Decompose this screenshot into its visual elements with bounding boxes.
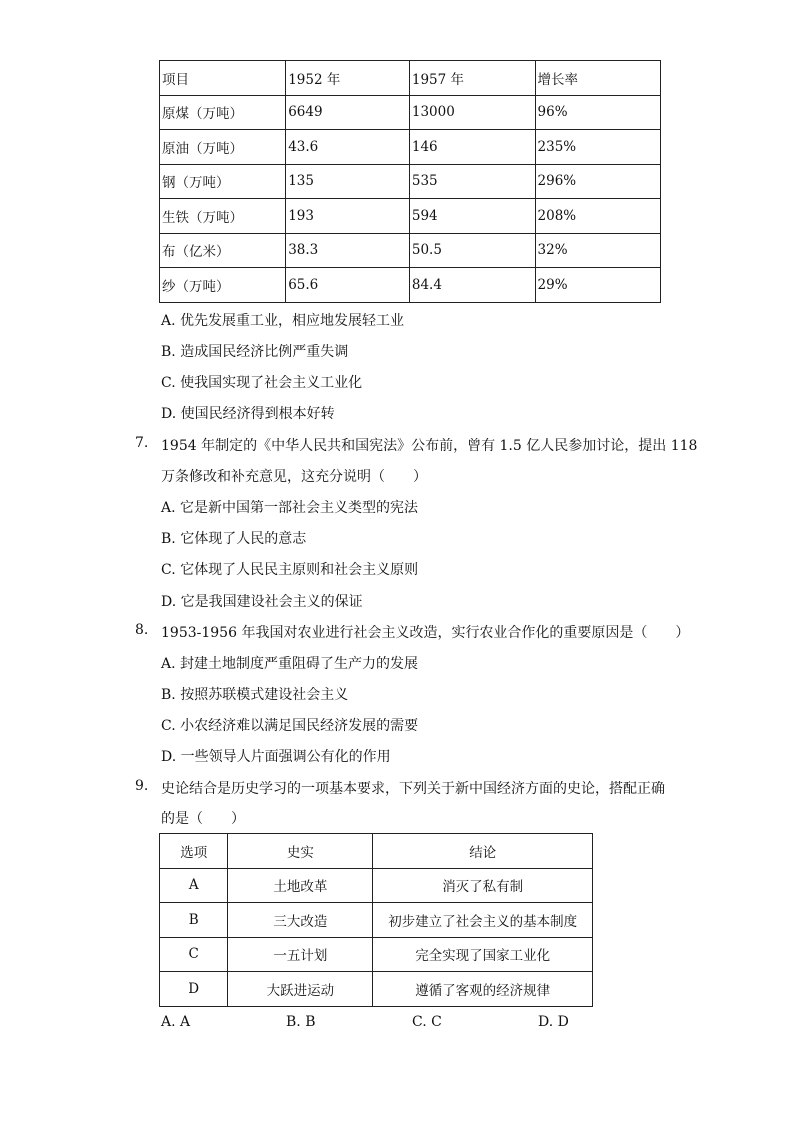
q7-option-d[interactable]: D. 它是我国建设社会主义的保证 [161, 594, 363, 610]
table-cell: A [160, 868, 228, 903]
q9-answer-b[interactable]: B. B [286, 1014, 316, 1030]
table-row [160, 937, 593, 972]
table-row [160, 130, 661, 165]
table-cell: 初步建立了社会主义的基本制度 [373, 903, 593, 938]
table-header-cell: 选项 [160, 834, 228, 869]
table-cell: 96% [535, 95, 660, 130]
q8-option-a[interactable]: A. 封建土地制度严重阻碍了生产力的发展 [161, 656, 419, 672]
table-cell: 43.6 [286, 130, 410, 165]
table-cell: 土地改革 [228, 868, 373, 903]
q9-number: 9. [135, 778, 149, 794]
q9-stem-line2: 的是（ ） [161, 811, 245, 827]
table-cell: 146 [409, 130, 535, 165]
table-cell: 遵循了客观的经济规律 [373, 972, 593, 1007]
table-cell: 原煤（万吨） [160, 95, 286, 130]
table-header-row [160, 61, 661, 96]
table-cell: 一五计划 [228, 937, 373, 972]
table-row [160, 868, 593, 903]
table-cell: 235% [535, 130, 660, 165]
table-header-cell: 1957 年 [409, 61, 535, 96]
q6-option-b[interactable]: B. 造成国民经济比例严重失调 [161, 344, 349, 360]
table-cell: 三大改造 [228, 903, 373, 938]
table-cell: 208% [535, 199, 660, 234]
table-cell: 钢（万吨） [160, 164, 286, 199]
table-cell: 296% [535, 164, 660, 199]
q9-answer-a[interactable]: A. A [161, 1014, 191, 1030]
table-cell: 完全实现了国家工业化 [373, 937, 593, 972]
table-cell: B [160, 903, 228, 938]
table-row [160, 164, 661, 199]
table-cell: 大跃进运动 [228, 972, 373, 1007]
q8-stem-line1: 1953-1956 年我国对农业进行社会主义改造，实行农业合作化的重要原因是（ ） [161, 625, 690, 641]
table-cell: 32% [535, 233, 660, 268]
table-cell: D [160, 972, 228, 1007]
table-cell: 6649 [286, 95, 410, 130]
q6-option-c[interactable]: C. 使我国实现了社会主义工业化 [161, 375, 363, 391]
q9-answer-c[interactable]: C. C [412, 1014, 442, 1030]
table-cell: 38.3 [286, 233, 410, 268]
table-row [160, 903, 593, 938]
table-cell: 29% [535, 268, 660, 303]
table-header-cell: 增长率 [535, 61, 660, 96]
table-row [160, 233, 661, 268]
table-cell: 135 [286, 164, 410, 199]
q6-option-d[interactable]: D. 使国民经济得到根本好转 [161, 406, 335, 422]
q9-stem-line1: 史论结合是历史学习的一项基本要求，下列关于新中国经济方面的史论，搭配正确 [161, 781, 665, 797]
table-header-cell: 1952 年 [286, 61, 410, 96]
q6-option-a[interactable]: A. 优先发展重工业，相应地发展轻工业 [161, 313, 405, 329]
table-cell: 535 [409, 164, 535, 199]
table-cell: 50.5 [409, 233, 535, 268]
table-header-cell: 项目 [160, 61, 286, 96]
q8-option-c[interactable]: C. 小农经济难以满足国民经济发展的需要 [161, 718, 419, 734]
history-table [159, 833, 593, 1007]
table-cell: 594 [409, 199, 535, 234]
table-cell: 消灭了私有制 [373, 868, 593, 903]
table-row [160, 972, 593, 1007]
table-cell: 布（亿米） [160, 233, 286, 268]
table-row [160, 95, 661, 130]
q7-stem-line2: 万条修改和补充意见，这充分说明（ ） [161, 469, 427, 485]
q7-option-a[interactable]: A. 它是新中国第一部社会主义类型的宪法 [161, 500, 419, 516]
q9-answer-d[interactable]: D. D [538, 1014, 569, 1030]
q7-option-b[interactable]: B. 它体现了人民的意志 [161, 531, 307, 547]
q7-option-c[interactable]: C. 它体现了人民民主原则和社会主义原则 [161, 562, 419, 578]
q8-number: 8. [135, 622, 149, 638]
table-cell: 纱（万吨） [160, 268, 286, 303]
table-header-cell: 史实 [228, 834, 373, 869]
q8-option-d[interactable]: D. 一些领导人片面强调公有化的作用 [161, 749, 391, 765]
table-header-cell: 结论 [373, 834, 593, 869]
q7-number: 7. [135, 435, 149, 451]
production-table [159, 60, 661, 303]
q8-option-b[interactable]: B. 按照苏联模式建设社会主义 [161, 687, 349, 703]
table-cell: 生铁（万吨） [160, 199, 286, 234]
table-row [160, 268, 661, 303]
table-cell: 65.6 [286, 268, 410, 303]
q7-stem-line1: 1954 年制定的《中华人民共和国宪法》公布前，曾有 1.5 亿人民参加讨论，提出 118 [161, 438, 698, 454]
table-cell: C [160, 937, 228, 972]
table-cell: 84.4 [409, 268, 535, 303]
table-cell: 13000 [409, 95, 535, 130]
table-header-row [160, 834, 593, 869]
table-cell: 193 [286, 199, 410, 234]
table-cell: 原油（万吨） [160, 130, 286, 165]
table-row [160, 199, 661, 234]
